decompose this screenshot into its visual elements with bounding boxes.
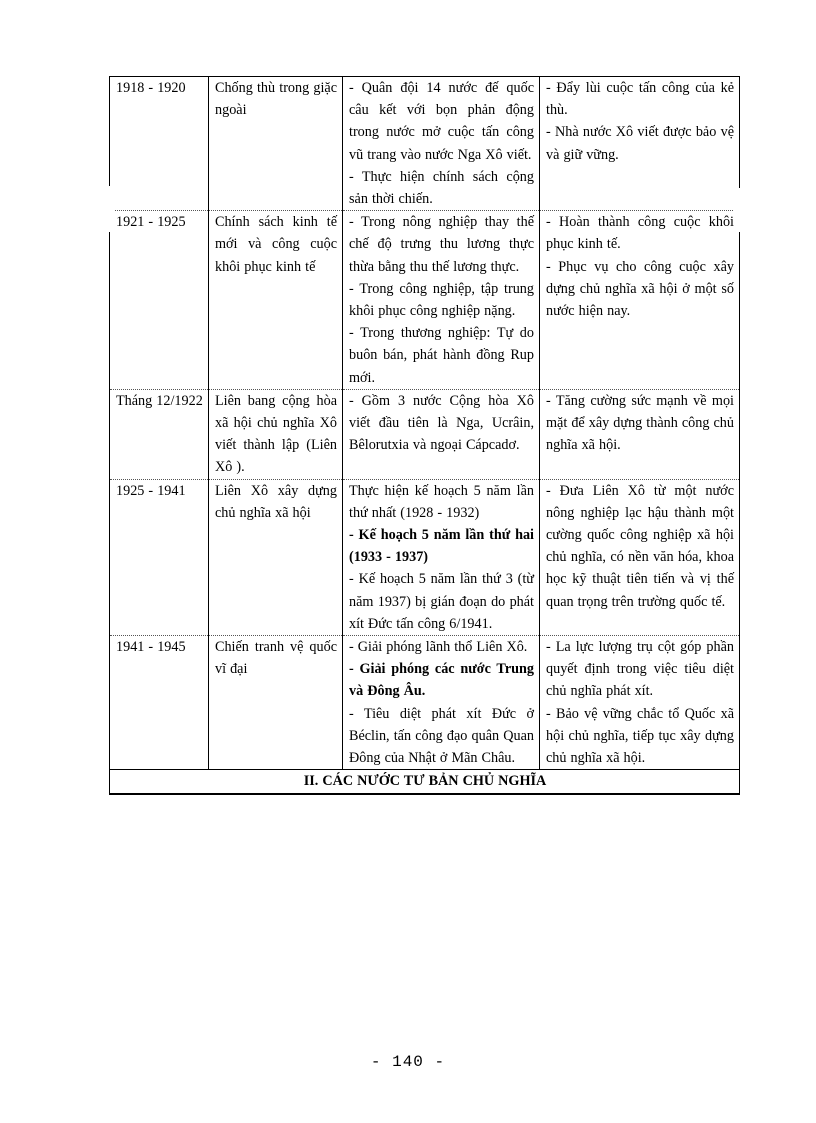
event-cell: Liên Xô xây dựng chủ nghĩa xã hội xyxy=(209,479,343,635)
result-cell xyxy=(540,211,740,390)
result-line: - Đưa Liên Xô từ một nước nông nghiệp lạc hậu thành một cường quốc công nghiệp xã hội chủ nghĩa, có nền văn hóa, khoa học kỹ thuật tiên tiến và vị thế quan trọng trên trường quốc tế. xyxy=(546,482,734,610)
content-line: Thực hiện kế hoạch 5 năm lần thứ nhất (1928 - 1932) xyxy=(349,482,534,521)
table-body xyxy=(110,77,740,770)
event-cell: Chống thù trong giặc ngoài xyxy=(209,77,343,211)
content-line: - Tiêu diệt phát xít Đức ở Béclin, tấn công đạo quân Quan Đông của Nhật ở Mãn Châu. xyxy=(349,705,534,767)
content-line: - Giải phóng lãnh thổ Liên Xô. xyxy=(349,639,528,656)
event-cell: Chiến tranh vệ quốc vĩ đại xyxy=(209,636,343,770)
table-row xyxy=(110,479,740,635)
table-row xyxy=(110,211,740,390)
content-line: - Gồm 3 nước Cộng hòa Xô viết đầu tiên là Nga, Ucrâin, Bêlorutxia và ngoại Cápcadơ. xyxy=(349,392,534,454)
table-row xyxy=(110,636,740,770)
page-number: - 140 - xyxy=(370,1053,446,1071)
content-line: - Kế hoạch 5 năm lần thứ hai (1933 - 1937) xyxy=(349,527,534,566)
border-gap-left xyxy=(106,186,114,232)
result-cell xyxy=(540,389,740,479)
content-cell xyxy=(343,77,540,211)
result-line: - Hoàn thành công cuộc khôi phục kinh tế. xyxy=(546,214,734,253)
border-gap-right xyxy=(734,188,742,232)
content-line: - Thực hiện chính sách cộng sản thời chiến. xyxy=(349,168,534,208)
period-cell: 1918 - 1920 xyxy=(110,77,209,211)
content-line: - Trong thương nghiệp: Tự do buôn bán, phát hành đồng Rup mới. xyxy=(349,325,534,386)
result-cell xyxy=(540,77,740,211)
section-heading: II. CÁC NƯỚC TƯ BẢN CHỦ NGHĨA xyxy=(110,770,740,794)
result-line: - La lực lượng trụ cột góp phần quyết định trong việc tiêu diệt chủ nghĩa phát xít. xyxy=(546,639,734,700)
content-cell xyxy=(343,211,540,390)
content-line: - Giải phóng các nước Trung và Đông Âu. xyxy=(349,661,534,700)
history-table xyxy=(109,76,740,795)
result-line: - Tăng cường sức mạnh về mọi mặt để xây dựng thành công chủ nghĩa xã hội. xyxy=(546,392,734,454)
table-row xyxy=(110,389,740,479)
result-line: - Bảo vệ vững chắc tổ Quốc xã hội chủ nghĩa, tiếp tục xây dựng chủ nghĩa xã hội. xyxy=(546,705,734,767)
content-line: - Kế hoạch 5 năm lần thứ 3 (từ năm 1937) bị gián đoạn do phát xít Đức tấn công 6/1941. xyxy=(349,571,534,632)
result-line: - Nhà nước Xô viết được bảo vệ và giữ vững. xyxy=(546,124,734,163)
event-cell: Chính sách kinh tế mới và công cuộc khôi phục kinh tế xyxy=(209,211,343,390)
result-cell xyxy=(540,636,740,770)
period-cell: 1941 - 1945 xyxy=(110,636,209,770)
content-line: - Trong nông nghiệp thay thế chế độ trưng thu lương thực thừa bằng thu thế lương thực. xyxy=(349,214,534,275)
period-cell: 1921 - 1925 xyxy=(110,211,209,390)
period-cell: Tháng 12/1922 xyxy=(110,389,209,479)
result-line: - Phục vụ cho công cuộc xây dựng chủ nghĩa xã hội ở một số nước hiện nay. xyxy=(546,258,734,320)
result-cell xyxy=(540,479,740,635)
content-cell xyxy=(343,389,540,479)
content-line: - Quân đội 14 nước đế quốc câu kết với bọn phản động trong nước mở cuộc tấn công vũ trang vào nước Nga Xô viết. xyxy=(349,80,534,163)
content-line: - Trong công nghiệp, tập trung khôi phục công nghiệp nặng. xyxy=(349,280,534,320)
event-cell: Liên bang cộng hòa xã hội chủ nghĩa Xô viết thành lập (Liên Xô ). xyxy=(209,389,343,479)
table-row xyxy=(110,77,740,211)
content-cell xyxy=(343,636,540,770)
content-cell xyxy=(343,479,540,635)
section-heading-row xyxy=(110,770,740,794)
period-cell: 1925 - 1941 xyxy=(110,479,209,635)
result-line: - Đẩy lùi cuộc tấn công của kẻ thù. xyxy=(546,80,734,119)
